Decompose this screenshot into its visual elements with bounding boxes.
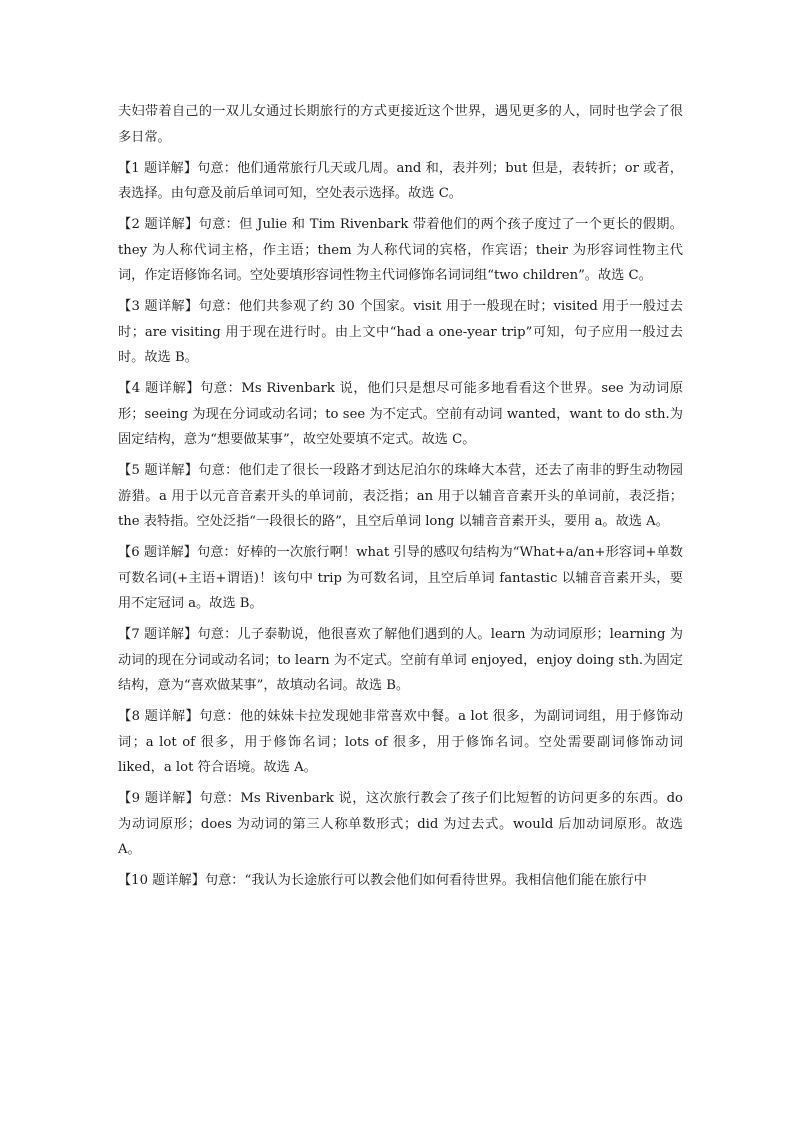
item-text: 句意：Ms Rivenbark 说，他们只是想尽可能多地看看这个世界。see 为动词原形；seeing 为现在分词或动名词；to see 为不定式。空前有动词 wanted，want to do sth.为固定结构，意为“想要做某事”，故空处要填不定式。故选 C。 [118, 381, 683, 447]
explanation-item-3 [118, 294, 683, 371]
item-text: 句意：Ms Rivenbark 说，这次旅行教会了孩子们比短暂的访问更多的东西。do 为动词原形；does 为动词的第三人称单数形式；did 为过去式。would 后加动词原形。故选 A。 [118, 791, 683, 857]
explanation-item-9 [118, 786, 683, 863]
explanation-item-1 [118, 156, 683, 207]
item-tag: 【2 题详解】 [118, 217, 199, 232]
item-tag: 【10 题详解】 [118, 873, 205, 888]
item-tag: 【1 题详解】 [118, 160, 198, 176]
explanation-item-8 [118, 704, 683, 781]
item-text: 句意：好棒的一次旅行啊！what 引导的感叹句结构为“What+a/an+形容词+单数可数名词(+主语+谓语)！该句中 trip 为可数名词，且空后单词 fantastic 以辅音音素开头，要用不定冠词 a。故选 B。 [118, 545, 683, 611]
item-tag: 【3 题详解】 [118, 299, 199, 314]
item-text: 句意：他们走了很长一段路才到达尼泊尔的珠峰大本营，还去了南非的野生动物园游猎。a 用于以元音音素开头的单词前，表泛指；an 用于以辅音音素开头的单词前，表泛指；the 表特指。空处泛指“一段很长的路”，且空后单词 long 以辅音音素开头，要用 a。故选 A。 [118, 463, 683, 529]
item-text: 句意：但 Julie 和 Tim Rivenbark 带着他们的两个孩子度过了一个更长的假期。they 为人称代词主格，作主语；them 为人称代词的宾格，作宾语；their 为形容词性物主代词，作定语修饰名词。空处要填形容词性物主代词修饰名词词组“two children”。故选 C。 [118, 217, 683, 283]
explanation-item-5 [118, 458, 683, 535]
item-tag: 【6 题详解】 [118, 545, 197, 560]
document-body [118, 99, 683, 899]
explanation-item-2 [118, 212, 683, 289]
item-text: 句意：儿子泰勒说，他很喜欢了解他们遇到的人。learn 为动词原形；learning 为动词的现在分词或动名词；to learn 为不定式。空前有单词 enjoyed，enjoy doing sth.为固定结构，意为“喜欢做某事”，故填动名词。故选 B。 [118, 627, 683, 693]
item-text: 句意：他们共参观了约 30 个国家。visit 用于一般现在时；visited 用于一般过去时；are visiting 用于现在进行时。由上文中“had a one-year trip”可知，句子应用一般过去时。故选 B。 [118, 299, 683, 365]
item-tag: 【9 题详解】 [118, 791, 200, 806]
item-tag: 【5 题详解】 [118, 463, 199, 478]
explanation-item-10 [118, 868, 683, 894]
explanation-item-4 [118, 376, 683, 453]
item-tag: 【4 题详解】 [118, 381, 201, 396]
intro-paragraph: 夫妇带着自己的一双儿女通过长期旅行的方式更接近这个世界，遇见更多的人，同时也学会了很多日常。 [118, 104, 683, 145]
explanation-item-6 [118, 540, 683, 617]
item-tag: 【7 题详解】 [118, 627, 198, 642]
item-tag: 【8 题详解】 [118, 709, 200, 724]
item-text: 句意：“我认为长途旅行可以教会他们如何看待世界。我相信他们能在旅行中 [204, 873, 647, 888]
item-text: 句意：他们通常旅行几天或几周。and 和，表并列；but 但是，表转折；or 或者，表选择。由句意及前后单词可知，空处表示选择。故选 C。 [118, 160, 683, 201]
explanation-item-7 [118, 622, 683, 699]
item-text: 句意：他的妹妹卡拉发现她非常喜欢中餐。a lot 很多，为副词词组，用于修饰动词；a lot of 很多，用于修饰名词；lots of 很多，用于修饰名词。空处需要副词修饰动词 liked，a lot 符合语境。故选 A。 [118, 709, 683, 775]
